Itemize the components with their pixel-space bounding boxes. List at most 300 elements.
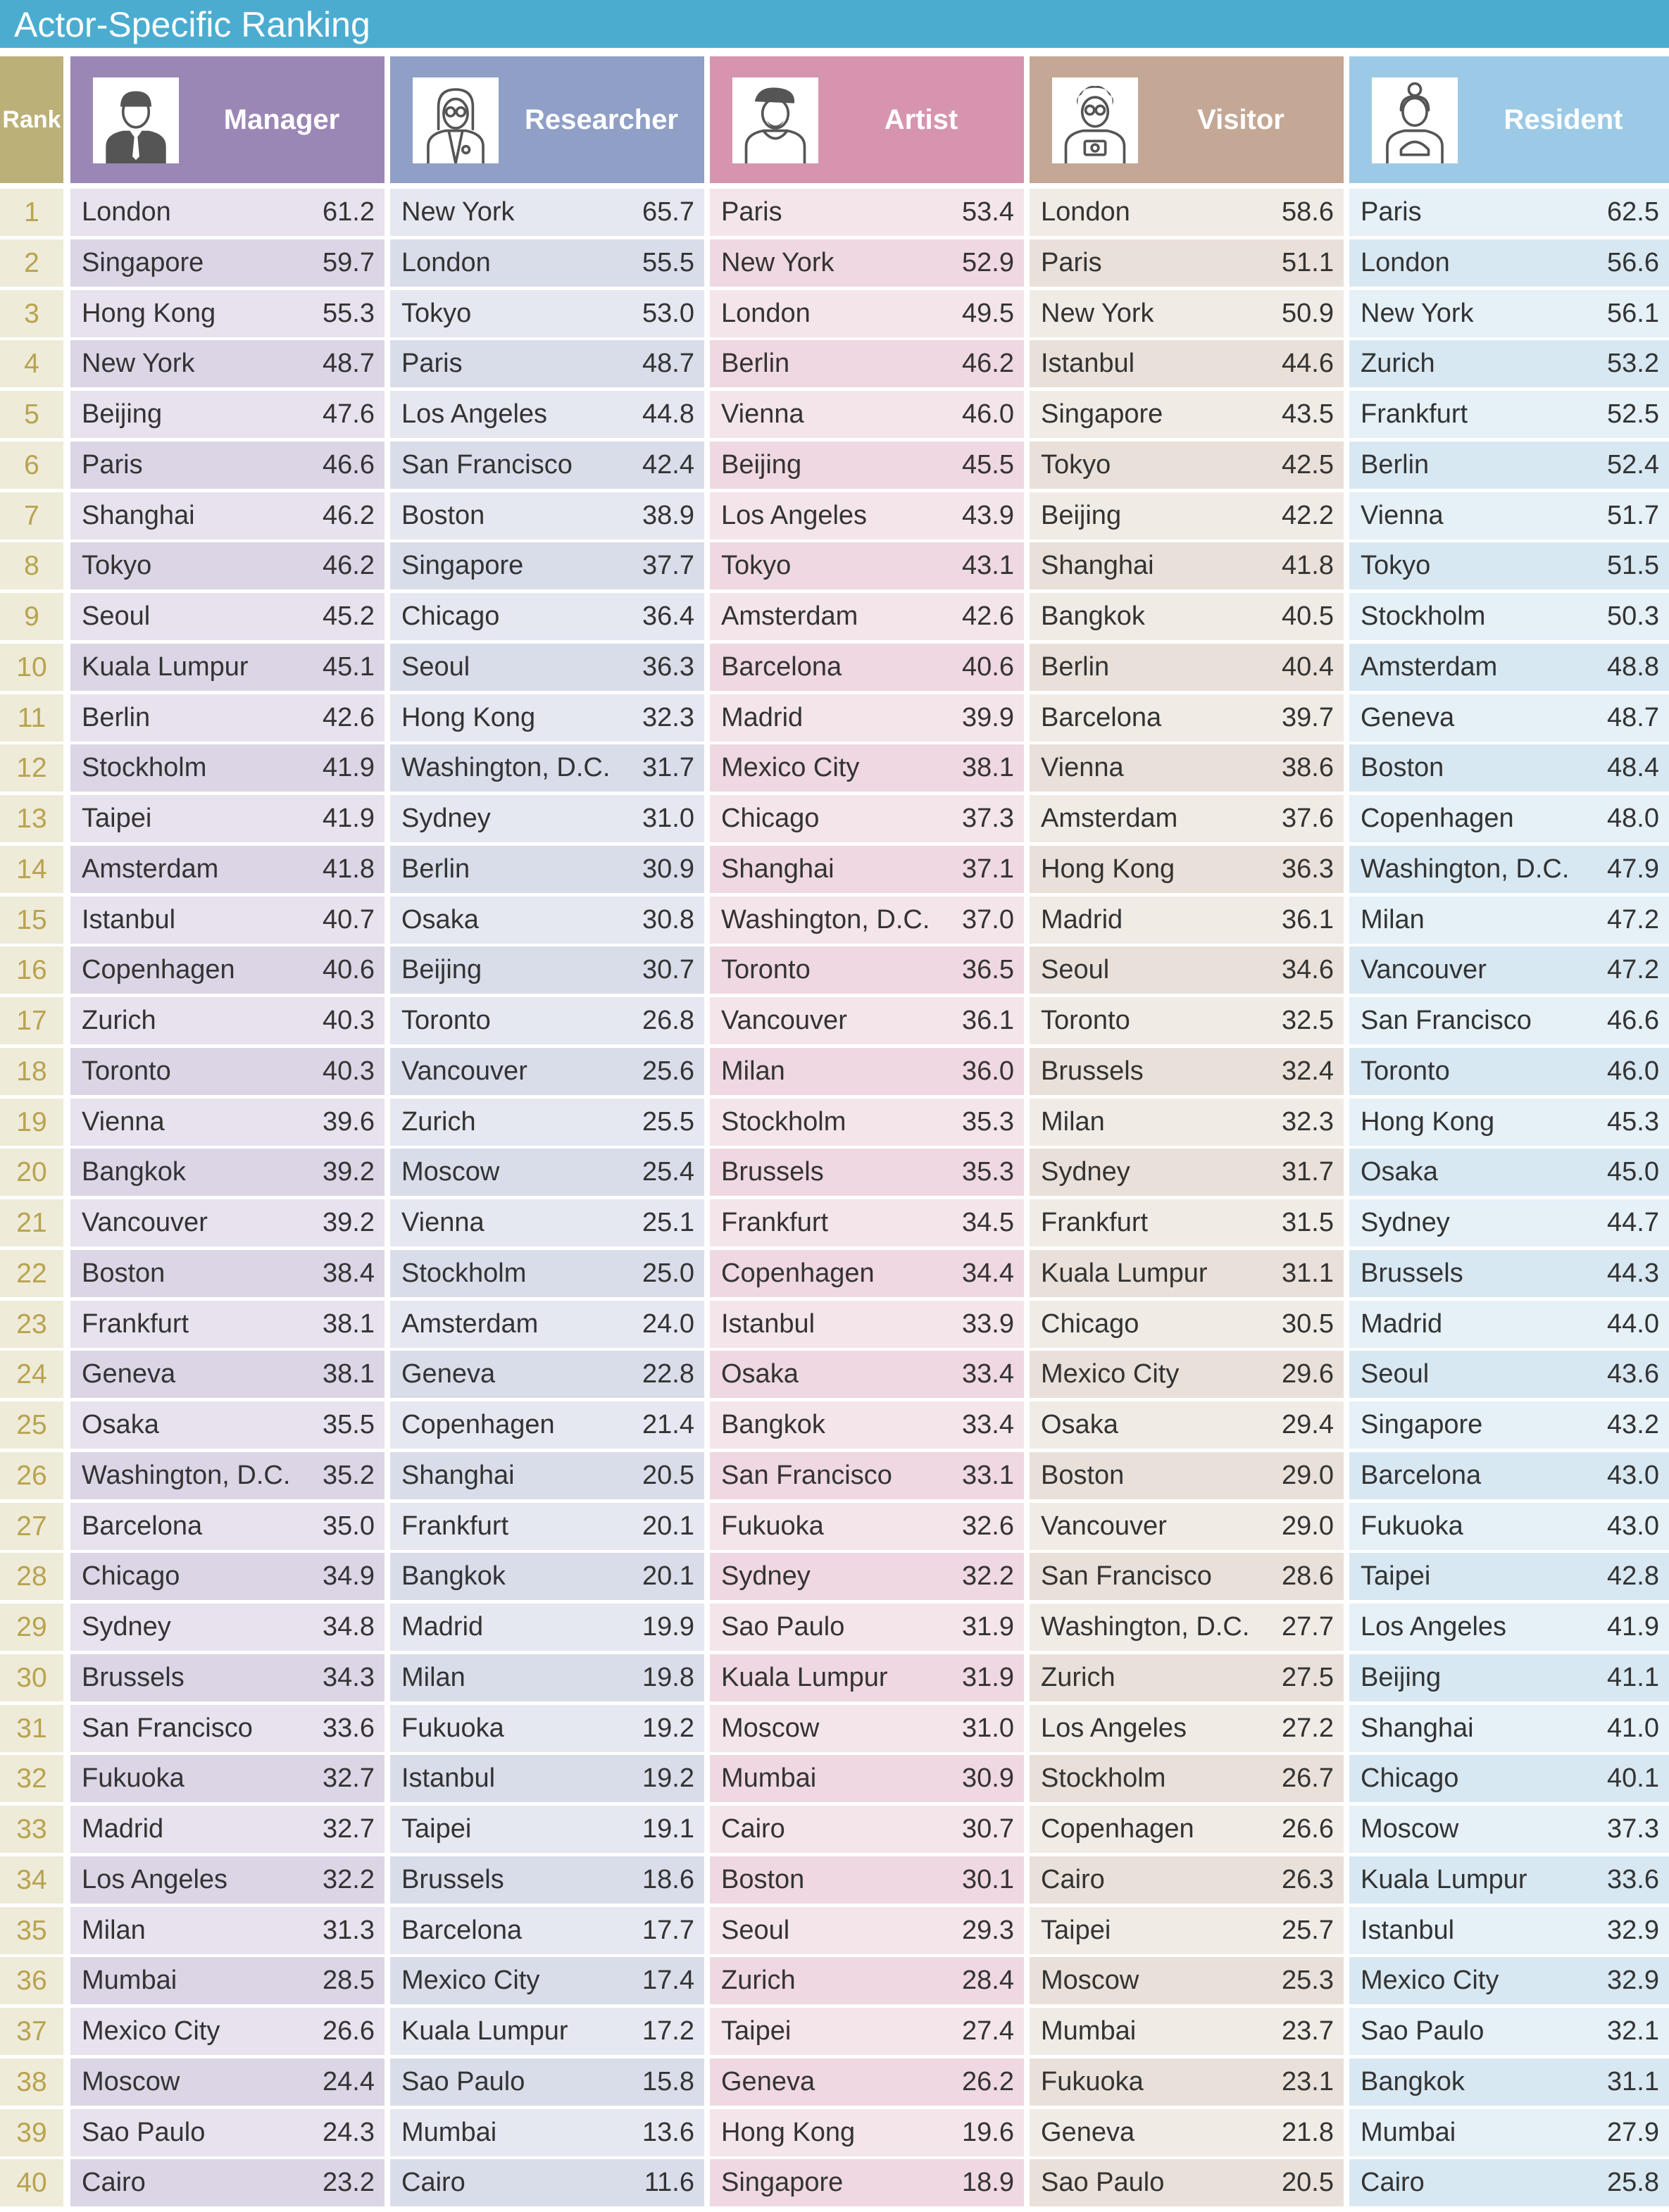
table-cell (710, 1199, 1024, 1246)
score-value: 32.9 (1607, 1916, 1659, 1945)
score-value: 62.5 (1607, 197, 1659, 227)
table-cell (1030, 1301, 1344, 1348)
table-cell (390, 1705, 704, 1752)
score-value: 31.9 (962, 1612, 1014, 1642)
score-value: 51.1 (1282, 248, 1334, 277)
table-cell (710, 1401, 1024, 1449)
city-name: Tokyo (1361, 551, 1431, 580)
score-value: 40.5 (1282, 601, 1334, 631)
city-name: Vancouver (721, 1006, 847, 1035)
score-value: 24.0 (642, 1309, 694, 1339)
city-name: Paris (721, 197, 782, 227)
table-cell (1030, 795, 1344, 842)
table-cell (390, 846, 704, 893)
city-name: Shanghai (1041, 551, 1154, 580)
score-value: 25.3 (1282, 1966, 1334, 1995)
table-cell (1349, 1806, 1669, 1853)
table-cell (710, 239, 1024, 287)
table-cell (390, 290, 704, 337)
table-cell (390, 1654, 704, 1701)
city-name: Barcelona (1041, 703, 1162, 732)
table-cell (70, 1604, 385, 1651)
score-value: 35.5 (323, 1410, 375, 1439)
score-value: 47.9 (1607, 854, 1659, 884)
city-name: Sydney (1041, 1157, 1130, 1187)
city-name: Washington, D.C. (1361, 854, 1570, 884)
table-cell (1349, 2109, 1669, 2156)
score-value: 47.6 (323, 399, 375, 429)
rank-number: 26 (0, 1452, 63, 1499)
city-name: Sydney (82, 1612, 171, 1642)
table-cell (1349, 946, 1669, 994)
score-value: 45.2 (323, 601, 375, 631)
table-cell (710, 1654, 1024, 1701)
city-name: Madrid (1041, 905, 1123, 935)
table-cell (710, 1301, 1024, 1348)
city-name: Sydney (401, 804, 491, 833)
city-name: Mexico City (721, 753, 860, 782)
city-name: Milan (721, 1056, 785, 1086)
table-cell (70, 239, 385, 287)
table-cell (70, 1351, 385, 1398)
city-name: Milan (1361, 905, 1425, 935)
table-cell (70, 2058, 385, 2106)
city-name: Los Angeles (1361, 1612, 1507, 1642)
score-value: 34.6 (1282, 955, 1334, 985)
table-cell (710, 593, 1024, 640)
table-cell (710, 1099, 1024, 1146)
table-cell (1030, 1705, 1344, 1752)
table-cell (70, 795, 385, 842)
score-value: 58.6 (1282, 197, 1334, 227)
table-cell (710, 1856, 1024, 1904)
table-cell (1349, 542, 1669, 589)
city-name: Milan (1041, 1107, 1105, 1137)
table-cell (1030, 2159, 1344, 2206)
table-cell (70, 340, 385, 387)
city-name: Mumbai (721, 1763, 817, 1793)
score-value: 46.0 (962, 399, 1014, 429)
score-value: 46.2 (323, 501, 375, 530)
table-cell (710, 1553, 1024, 1600)
score-value: 28.4 (962, 1966, 1014, 1995)
table-cell (70, 1654, 385, 1701)
score-value: 28.6 (1282, 1561, 1334, 1591)
table-cell (390, 896, 704, 944)
table-cell (70, 1099, 385, 1146)
score-value: 44.7 (1607, 1208, 1659, 1237)
table-cell (70, 1452, 385, 1499)
city-name: London (401, 248, 491, 277)
score-value: 42.8 (1607, 1561, 1659, 1591)
table-cell (1349, 1907, 1669, 1954)
score-value: 47.2 (1607, 905, 1659, 935)
city-name: Stockholm (1361, 601, 1486, 631)
table-cell (70, 1301, 385, 1348)
table-cell (1349, 1250, 1669, 1297)
city-name: Zurich (82, 1006, 156, 1035)
table-cell (710, 2159, 1024, 2206)
column-header-visitor (1030, 56, 1344, 183)
city-name: Hong Kong (401, 703, 536, 732)
score-value: 34.8 (323, 1612, 375, 1642)
score-value: 42.5 (1282, 450, 1334, 480)
score-value: 40.7 (323, 905, 375, 935)
score-value: 37.1 (962, 854, 1014, 884)
score-value: 55.5 (642, 248, 694, 277)
column-header-researcher (390, 56, 704, 183)
score-value: 35.2 (323, 1461, 375, 1490)
city-name: Fukuoka (721, 1511, 824, 1541)
rank-number: 39 (0, 2109, 63, 2156)
table-cell (1349, 1553, 1669, 1600)
city-name: Washington, D.C. (401, 753, 611, 782)
score-value: 37.7 (642, 551, 694, 580)
table-cell (390, 694, 704, 742)
table-cell (1349, 694, 1669, 742)
rank-number: 28 (0, 1553, 63, 1600)
city-name: Frankfurt (1361, 399, 1468, 429)
score-value: 39.7 (1282, 703, 1334, 732)
city-name: Istanbul (1041, 349, 1135, 378)
table-cell (710, 1957, 1024, 2004)
city-name: New York (1361, 299, 1474, 328)
table-cell (1349, 1149, 1669, 1196)
score-value: 36.0 (962, 1056, 1014, 1086)
score-value: 33.6 (323, 1713, 375, 1743)
city-name: Vienna (82, 1107, 165, 1137)
score-value: 25.7 (1282, 1916, 1334, 1945)
table-cell (1349, 442, 1669, 489)
score-value: 45.5 (962, 450, 1014, 480)
table-cell (1349, 795, 1669, 842)
city-name: San Francisco (1041, 1561, 1212, 1591)
city-name: Zurich (1361, 349, 1435, 378)
city-name: New York (82, 349, 195, 378)
score-value: 15.8 (642, 2067, 694, 2097)
table-cell (70, 846, 385, 893)
table-cell (390, 239, 704, 287)
city-name: Los Angeles (721, 501, 868, 530)
score-value: 32.3 (642, 703, 694, 732)
table-cell (1030, 694, 1344, 742)
table-cell (1349, 290, 1669, 337)
city-name: Zurich (401, 1107, 476, 1137)
rank-number: 18 (0, 1048, 63, 1095)
score-value: 38.4 (323, 1258, 375, 1288)
score-value: 33.9 (962, 1309, 1014, 1339)
rank-number: 2 (0, 239, 63, 287)
table-cell (390, 1553, 704, 1600)
score-value: 26.7 (1282, 1763, 1334, 1793)
table-cell (1349, 593, 1669, 640)
resident-icon (1372, 77, 1458, 163)
table-cell (390, 2058, 704, 2106)
table-cell (710, 1907, 1024, 1954)
table-cell (1349, 1401, 1669, 1449)
score-value: 19.2 (642, 1763, 694, 1793)
table-cell (390, 1604, 704, 1651)
score-value: 59.7 (323, 248, 375, 277)
score-value: 23.7 (1282, 2016, 1334, 2046)
city-name: Berlin (1041, 652, 1110, 682)
column-header-label: Visitor (1197, 104, 1284, 135)
city-name: Brussels (82, 1663, 185, 1692)
table-cell (1349, 2058, 1669, 2106)
score-value: 44.0 (1607, 1309, 1659, 1339)
score-value: 31.1 (1607, 2067, 1659, 2097)
table-cell (390, 744, 704, 792)
table-cell (710, 1604, 1024, 1651)
table-cell (1030, 896, 1344, 944)
table-cell (390, 1250, 704, 1297)
title-divider (0, 48, 1669, 56)
score-value: 26.2 (962, 2067, 1014, 2097)
score-value: 32.6 (962, 1511, 1014, 1541)
score-value: 27.4 (962, 2016, 1014, 2046)
score-value: 30.1 (962, 1865, 1014, 1894)
table-cell (710, 1806, 1024, 1853)
score-value: 34.5 (962, 1208, 1014, 1237)
score-value: 32.4 (1282, 1056, 1334, 1086)
table-cell (1030, 1401, 1344, 1449)
city-name: Singapore (1041, 399, 1163, 429)
table-cell (710, 442, 1024, 489)
rank-number: 33 (0, 1806, 63, 1853)
score-value: 30.8 (642, 905, 694, 935)
score-value: 41.9 (1607, 1612, 1659, 1642)
table-cell (1030, 1755, 1344, 1802)
table-cell (70, 2008, 385, 2055)
rank-number: 4 (0, 340, 63, 387)
rank-number: 8 (0, 542, 63, 589)
score-value: 42.2 (1282, 501, 1334, 530)
city-name: Geneva (82, 1359, 176, 1389)
score-value: 17.7 (642, 1916, 694, 1945)
table-cell (1030, 340, 1344, 387)
table-cell (710, 1351, 1024, 1398)
score-value: 26.6 (323, 2016, 375, 2046)
city-name: Toronto (1361, 1056, 1450, 1086)
score-value: 36.1 (962, 1006, 1014, 1035)
score-value: 45.0 (1607, 1157, 1659, 1187)
city-name: Hong Kong (721, 2118, 856, 2147)
city-name: Copenhagen (401, 1410, 555, 1439)
city-name: Beijing (82, 399, 163, 429)
table-cell (70, 1401, 385, 1449)
table-cell (390, 1401, 704, 1449)
city-name: Madrid (401, 1612, 484, 1642)
table-cell (1030, 1806, 1344, 1853)
city-name: Tokyo (721, 551, 792, 580)
city-name: Mumbai (82, 1966, 177, 1995)
city-name: Cairo (1361, 2168, 1425, 2197)
city-name: Beijing (1361, 1663, 1442, 1692)
city-name: Moscow (401, 1157, 500, 1187)
score-value: 52.5 (1607, 399, 1659, 429)
score-value: 39.2 (323, 1208, 375, 1237)
city-name: Boston (82, 1258, 165, 1288)
rank-number: 14 (0, 846, 63, 893)
rank-number: 19 (0, 1099, 63, 1146)
table-cell (70, 744, 385, 792)
city-name: Berlin (82, 703, 151, 732)
table-cell (390, 1199, 704, 1246)
table-cell (70, 391, 385, 438)
table-cell (390, 997, 704, 1044)
score-value: 48.7 (323, 349, 375, 378)
city-name: Tokyo (1041, 450, 1111, 480)
table-cell (390, 1755, 704, 1802)
score-value: 49.5 (962, 299, 1014, 328)
city-name: San Francisco (401, 450, 573, 480)
rank-number: 12 (0, 744, 63, 792)
city-name: Brussels (1041, 1056, 1144, 1086)
table-cell (1030, 846, 1344, 893)
city-name: Amsterdam (82, 854, 219, 884)
city-name: London (1041, 197, 1130, 227)
rank-number: 23 (0, 1301, 63, 1348)
table-cell (70, 1705, 385, 1752)
city-name: Singapore (82, 248, 204, 277)
city-name: San Francisco (721, 1461, 892, 1490)
city-name: Sydney (721, 1561, 811, 1591)
column-header-artist (710, 56, 1024, 183)
table-cell (70, 1149, 385, 1196)
city-name: Mexico City (82, 2016, 220, 2046)
table-cell (1349, 189, 1669, 236)
rank-number: 32 (0, 1755, 63, 1802)
city-name: Vienna (1361, 501, 1444, 530)
score-value: 22.8 (642, 1359, 694, 1389)
artist-icon (732, 77, 818, 163)
city-name: Madrid (1361, 1309, 1443, 1339)
table-cell (710, 290, 1024, 337)
city-name: Paris (1041, 248, 1102, 277)
column-header-label: Researcher (525, 104, 678, 135)
score-value: 50.9 (1282, 299, 1334, 328)
city-name: Copenhagen (1041, 1814, 1194, 1844)
table-cell (710, 1452, 1024, 1499)
rank-number: 7 (0, 492, 63, 539)
score-value: 46.2 (323, 551, 375, 580)
score-value: 33.4 (962, 1410, 1014, 1439)
table-cell (70, 946, 385, 994)
table-cell (70, 542, 385, 589)
table-cell (1349, 1503, 1669, 1550)
city-name: Moscow (1361, 1814, 1459, 1844)
city-name: Bangkok (1361, 2067, 1465, 2097)
city-name: Bangkok (401, 1561, 506, 1591)
table-cell (710, 744, 1024, 792)
score-value: 61.2 (323, 197, 375, 227)
score-value: 43.1 (962, 551, 1014, 580)
city-name: Chicago (401, 601, 500, 631)
score-value: 38.1 (962, 753, 1014, 782)
page-title: Actor-Specific Ranking (14, 5, 370, 44)
score-value: 52.9 (962, 248, 1014, 277)
table-cell (390, 1099, 704, 1146)
score-value: 32.5 (1282, 1006, 1334, 1035)
city-name: Seoul (721, 1916, 790, 1945)
score-value: 37.0 (962, 905, 1014, 935)
score-value: 27.2 (1282, 1713, 1334, 1743)
city-name: Toronto (401, 1006, 491, 1035)
table-cell (1349, 1452, 1669, 1499)
city-name: Cairo (1041, 1865, 1105, 1894)
table-cell (1349, 2008, 1669, 2055)
rank-number: 24 (0, 1351, 63, 1398)
table-cell (390, 2159, 704, 2206)
score-value: 23.2 (323, 2168, 375, 2197)
score-value: 31.1 (1282, 1258, 1334, 1288)
city-name: Madrid (82, 1814, 164, 1844)
column-header-label: Artist (884, 104, 958, 135)
score-value: 29.0 (1282, 1511, 1334, 1541)
city-name: Mumbai (1361, 2118, 1456, 2147)
table-cell (1349, 1199, 1669, 1246)
city-name: Osaka (82, 1410, 159, 1439)
score-value: 32.3 (1282, 1107, 1334, 1137)
rank-number: 36 (0, 1957, 63, 2004)
city-name: Vancouver (1361, 955, 1487, 985)
rank-number: 9 (0, 593, 63, 640)
city-name: Moscow (1041, 1966, 1139, 1995)
table-cell (390, 2109, 704, 2156)
score-value: 46.2 (962, 349, 1014, 378)
city-name: Seoul (401, 652, 470, 682)
city-name: London (1361, 248, 1450, 277)
score-value: 32.2 (962, 1561, 1014, 1591)
rank-number: 17 (0, 997, 63, 1044)
score-value: 27.9 (1607, 2118, 1659, 2147)
city-name: Vancouver (401, 1056, 527, 1086)
table-cell (70, 1806, 385, 1853)
score-value: 65.7 (642, 197, 694, 227)
city-name: Istanbul (1361, 1916, 1455, 1945)
city-name: London (82, 197, 171, 227)
title-bar (0, 0, 1669, 48)
table-cell (1030, 644, 1344, 691)
score-value: 25.5 (642, 1107, 694, 1137)
score-value: 52.4 (1607, 450, 1659, 480)
table-cell (390, 391, 704, 438)
table-cell (390, 1856, 704, 1904)
table-cell (1349, 744, 1669, 792)
score-value: 41.9 (323, 753, 375, 782)
city-name: Mumbai (401, 2118, 497, 2147)
rank-number: 37 (0, 2008, 63, 2055)
score-value: 41.9 (323, 804, 375, 833)
score-value: 43.0 (1607, 1461, 1659, 1490)
score-value: 40.4 (1282, 652, 1334, 682)
table-cell (70, 189, 385, 236)
score-value: 32.1 (1607, 2016, 1659, 2046)
score-value: 41.0 (1607, 1713, 1659, 1743)
city-name: Taipei (82, 804, 152, 833)
city-name: Boston (401, 501, 485, 530)
table-cell (70, 2109, 385, 2156)
table-cell (70, 1907, 385, 1954)
score-value: 39.9 (962, 703, 1014, 732)
rank-number: 10 (0, 644, 63, 691)
city-name: Bangkok (82, 1157, 186, 1187)
city-name: Osaka (1041, 1410, 1118, 1439)
score-value: 36.4 (642, 601, 694, 631)
score-value: 41.8 (1282, 551, 1334, 580)
city-name: Paris (401, 349, 463, 378)
city-name: Vancouver (1041, 1511, 1167, 1541)
